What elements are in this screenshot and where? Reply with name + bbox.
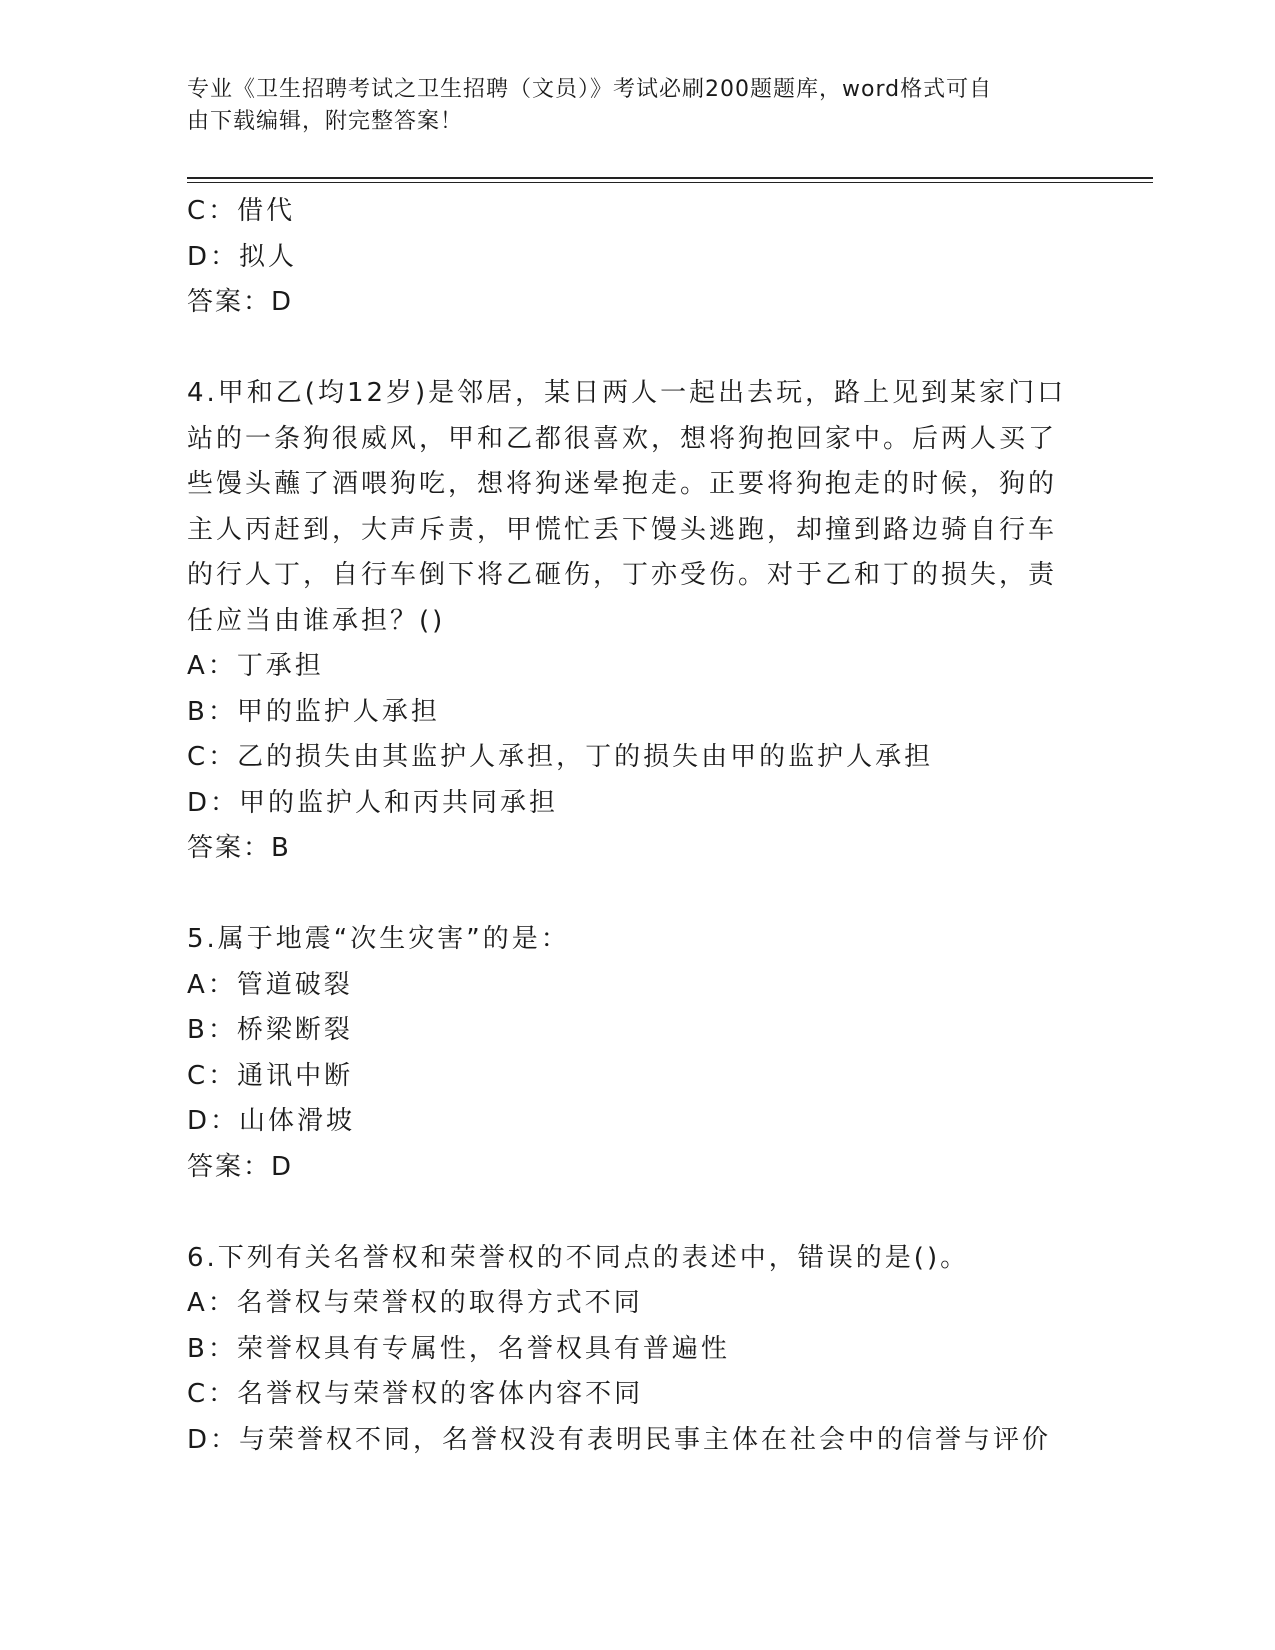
option-d: D：甲的监护人和丙共同承担: [187, 787, 559, 818]
option-b: B：荣誉权具有专属性，名誉权具有普遍性: [187, 1333, 730, 1364]
option-a: A：名誉权与荣誉权的取得方式不同: [187, 1288, 643, 1318]
option-c: C：乙的损失由其监护人承担，丁的损失由甲的监护人承担: [187, 742, 934, 772]
spacer: [187, 326, 1087, 372]
option-a: A：丁承担: [187, 651, 324, 681]
question-list: [187, 189, 1087, 1463]
option-d: D：拟人: [187, 241, 298, 272]
option-c: C：通讯中断: [187, 1060, 354, 1091]
header-divider: [187, 177, 1153, 183]
option-d: D：与荣誉权不同，名誉权没有表明民事主体在社会中的信誉与评价: [187, 1424, 1052, 1455]
question-3-tail: [187, 189, 1087, 326]
question-stem: 5.属于地震“次生灾害”的是：: [187, 924, 570, 954]
question-6: [187, 1236, 1087, 1464]
question-4: [187, 371, 1087, 872]
answer-line: 答案：D: [187, 1151, 294, 1182]
answer-line: 答案：D: [187, 287, 294, 317]
spacer: [187, 1190, 1087, 1236]
stem-line: 些馒头蘸了酒喂狗吃，想将狗迷晕抱走。正要将狗抱走的时候，狗的: [187, 469, 1058, 499]
option-c: C：名誉权与荣誉权的客体内容不同: [187, 1379, 644, 1409]
stem-line: 任应当由谁承担？(): [187, 605, 446, 636]
option-b: B：甲的监护人承担: [187, 696, 440, 727]
spacer: [187, 872, 1087, 918]
option-d: D：山体滑坡: [187, 1106, 356, 1136]
question-stem: [187, 371, 1087, 644]
stem-line: 的行人丁，自行车倒下将乙砸伤，丁亦受伤。对于乙和丁的损失，责: [187, 560, 1058, 590]
header-title-line-2: 由下载编辑，附完整答案！: [187, 109, 464, 134]
option-a: A：管道破裂: [187, 969, 353, 1000]
option-b: B：桥梁断裂: [187, 1015, 353, 1045]
page-header: [187, 74, 1067, 138]
stem-line: 站的一条狗很威风，甲和乙都很喜欢，想将狗抱回家中。后两人买了: [187, 423, 1058, 454]
stem-line: 4.甲和乙(均12岁)是邻居，某日两人一起出去玩，路上见到某家门口: [187, 378, 1067, 408]
question-5: [187, 917, 1087, 1190]
answer-line: 答案：B: [187, 833, 291, 863]
option-c: C：借代: [187, 196, 296, 226]
question-stem: 6.下列有关名誉权和荣誉权的不同点的表述中，错误的是()。: [187, 1242, 970, 1273]
stem-line: 主人丙赶到，大声斥责，甲慌忙丢下馒头逃跑，却撞到路边骑自行车: [187, 514, 1058, 545]
header-title-line-1: 专业《卫生招聘考试之卫生招聘（文员）》考试必刷200题题库，word格式可自: [187, 77, 993, 102]
